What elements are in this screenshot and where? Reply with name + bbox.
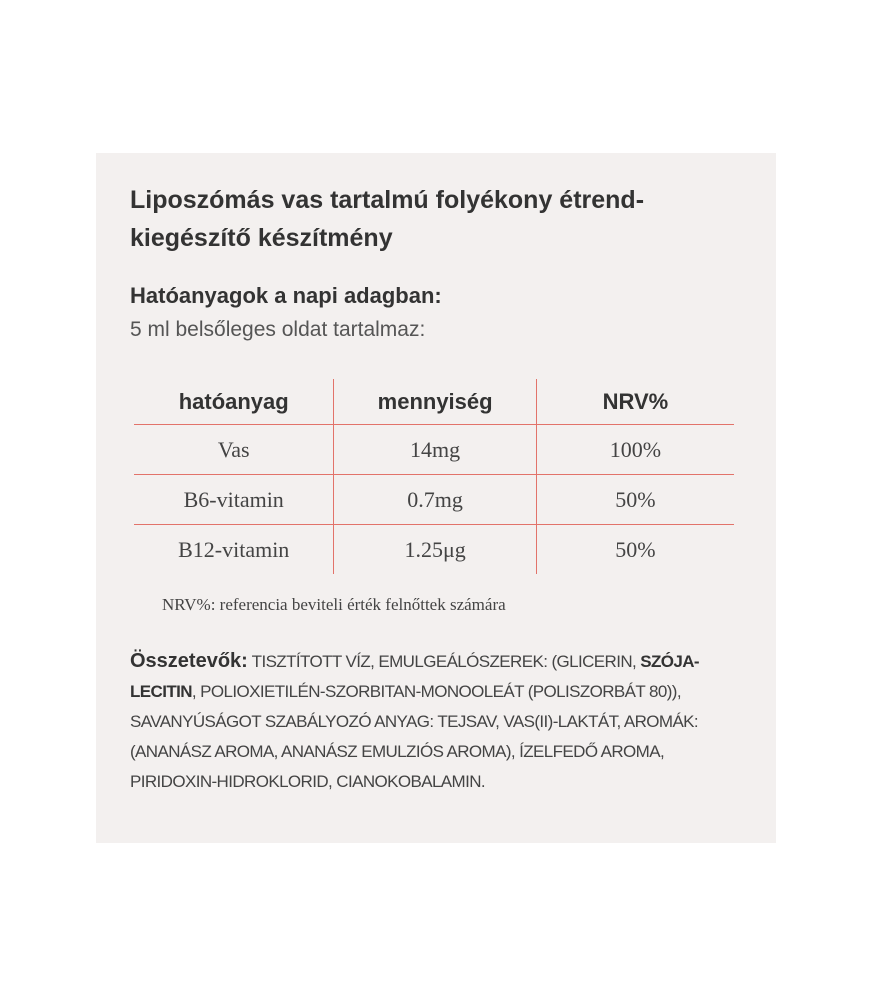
ingredients-label: Összetevők: xyxy=(130,650,248,672)
ingredient-amount-cell: 14mg xyxy=(334,425,536,475)
allergen-highlight: LECITIN xyxy=(130,682,192,701)
ingredient-nrv-cell: 50% xyxy=(536,525,734,575)
table-row xyxy=(134,475,734,525)
header-nrv: NRV% xyxy=(536,379,734,425)
nutrient-table-header-row xyxy=(134,379,734,425)
product-title xyxy=(130,181,770,257)
ingredients-line-2 xyxy=(130,677,760,707)
allergen-highlight: SZÓJA- xyxy=(640,652,699,671)
ingredient-name-cell: Vas xyxy=(134,425,334,475)
product-title-line-1: Liposzómás vas tartalmú folyékony étrend- xyxy=(130,186,645,214)
ingredient-amount-cell: 0.7mg xyxy=(334,475,536,525)
ingredient-nrv-cell: 50% xyxy=(536,475,734,525)
ingredient-name-cell: B12-vitamin xyxy=(178,536,290,562)
ingredients-text: , POLIOXIETILÉN-SZORBITAN-MONOOLEÁT (POLISZORBÁT 80)), xyxy=(191,682,681,701)
table-row xyxy=(134,425,734,475)
header-quantity: mennyiség xyxy=(334,379,536,425)
product-label-panel xyxy=(96,153,776,843)
ingredient-amount-cell: 1.25μg xyxy=(334,525,536,575)
product-title-line-2: kiegészítő készítmény xyxy=(130,224,393,252)
active-ingredients-heading: Hatóanyagok a napi adagban: xyxy=(130,283,442,308)
ingredients-line-1 xyxy=(130,646,760,677)
serving-size-text: 5 ml belsőleges oldat tartalmaz: xyxy=(130,318,426,341)
nrv-footnote: NRV%: referencia beviteli érték felnőttek számára xyxy=(162,595,506,614)
ingredient-nrv-cell: 100% xyxy=(536,425,734,475)
ingredients-line-5: PIRIDOXIN-HIDROKLORID, CIANOKOBALAMIN. xyxy=(130,772,486,791)
ingredients-list xyxy=(130,646,760,797)
header-active-ingredient: hatóanyag xyxy=(134,379,334,425)
ingredient-name-cell: B6-vitamin xyxy=(134,475,334,525)
table-row xyxy=(134,525,734,575)
nutrient-table xyxy=(134,379,734,574)
ingredients-text: TISZTÍTOTT VÍZ, EMULGEÁLÓSZEREK: (GLICERIN, xyxy=(247,652,641,671)
ingredients-line-4: (ANANÁSZ AROMA, ANANÁSZ EMULZIÓS AROMA), ÍZELFEDŐ AROMA, xyxy=(130,742,665,761)
ingredients-line-3: SAVANYÚSÁGOT SZABÁLYOZÓ ANYAG: TEJSAV, VAS(II)-LAKTÁT, AROMÁK: xyxy=(130,712,699,731)
